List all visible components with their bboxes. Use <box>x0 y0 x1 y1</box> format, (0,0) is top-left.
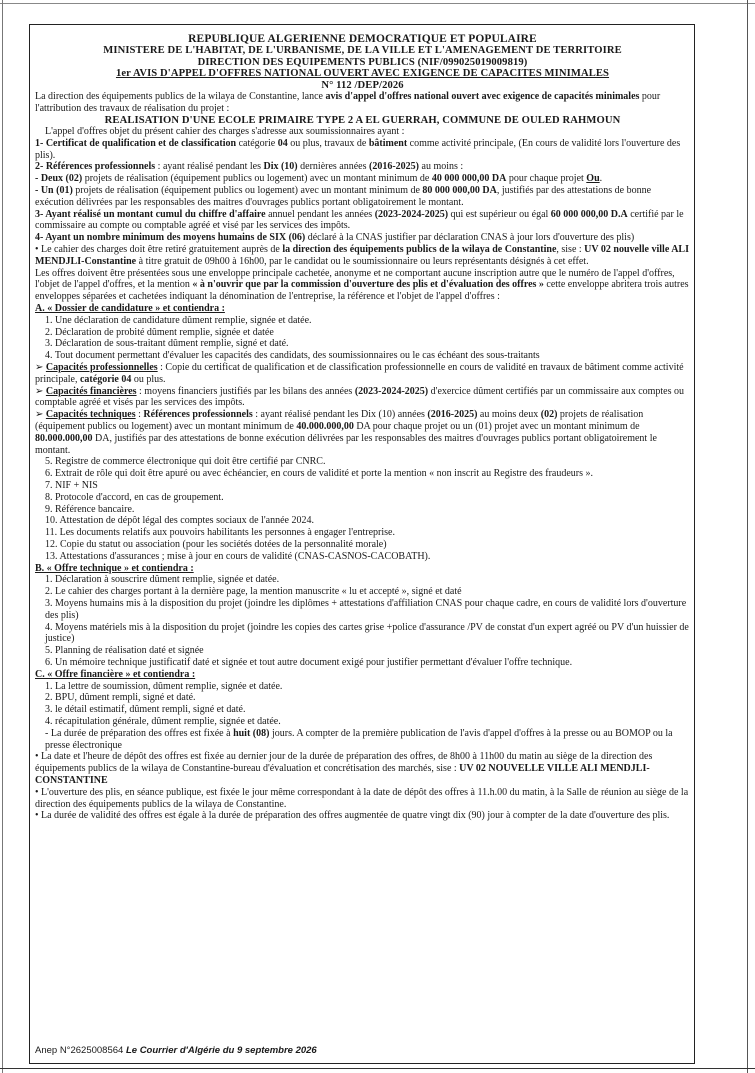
c2-deux-text: projets de réalisation (équipement publics ou logement) avec un montant minimum de <box>82 173 432 185</box>
criterion-3 <box>35 209 690 233</box>
header-republic: REPUBLIQUE ALGERIENNE DEMOCRATIQUE ET POPULAIRE <box>188 33 537 45</box>
c3-years: (2023-2024-2025) <box>374 208 449 220</box>
c2-label: 2- Références professionnels <box>35 161 156 173</box>
section-b-item-6: 6. Un mémoire technique justificatif daté et signée et tout autre document exigé pour justifier permettant d'évaluer l'offre technique. <box>45 656 573 668</box>
capacites-tech <box>35 409 690 456</box>
retrait-e: à titre gratuit de 09h00 à 16h00, par le candidat ou le soumissionnaire ou leurs représentants désignés à cet effet. <box>136 255 589 267</box>
arrow-icon: ➢ <box>35 409 46 421</box>
c3-text2: qui est supérieur ou égal <box>448 208 551 220</box>
offres-paragraph <box>35 268 690 303</box>
section-c-item-2: 2. BPU, dûment rempli, signé et daté. <box>45 692 196 704</box>
capacites-pro <box>35 362 690 386</box>
c3-label: 3- Ayant réalisé un montant cumul du <box>35 208 199 220</box>
retrait-b: la direction des équipements publics de la wilaya de Constantine <box>282 244 557 256</box>
section-a-item-6: 6. Extrait de rôle qui doit être apuré ou avec échéancier, en cours de validité et porte la mention « non inscrit au Registre des fraudeurs ». <box>45 468 594 480</box>
newspaper-name: Le Courrier d'Algérie du 9 septembre 2026 <box>125 1045 317 1056</box>
c1-text3: comme activité principale, (En cours de validité lors l'ouverture des plis). <box>35 137 681 161</box>
c2-dot: . <box>599 173 603 185</box>
section-a-item-12: 12. Copie du statut ou association (pour les sociétés dotées de la personnalité morale) <box>45 538 387 550</box>
ct-k: DA, justifiés par des attestations de bonne exécution délivrées par les responsables des maitres d'ouvrages publics portant obligatoirement le montant. <box>35 432 657 456</box>
c1-label: 1- Certificat de qualification et de classification <box>35 137 237 149</box>
publication-footer <box>35 1045 317 1056</box>
ct-c: : ayant réalisé pendant les Dix (10) années <box>252 409 428 421</box>
cp-end: ou plus. <box>131 373 166 385</box>
section-b-item-1: 1. Déclaration à souscrire dûment remplie, signée et datée. <box>45 574 280 586</box>
bottom-rule <box>0 1068 755 1069</box>
c2-text2: dernières années <box>297 161 369 173</box>
c2-years: (2016-2025) <box>369 161 419 173</box>
intro-paragraph <box>35 91 690 115</box>
page-top-rule <box>0 3 755 4</box>
ct-g: projets de réalisation (équipement publics ou logement) avec un montant minimum de <box>35 409 644 433</box>
section-a-item-5: 5. Registre de commerce électronique qui doit être certifié par CNRC. <box>45 456 326 468</box>
criterion-4 <box>35 232 690 244</box>
section-a-item-3: 3. Déclaration de sous-traitant dûment remplie, signé et daté. <box>45 338 289 350</box>
retrait-c: , sise : <box>556 244 585 256</box>
section-a-item-1: 1. Une déclaration de candidature dûment remplie, signée et datée. <box>45 314 312 326</box>
criterion-1 <box>35 138 690 162</box>
header-number: N° 112 /DEP/2026 <box>321 79 404 91</box>
section-b-title: B. « Offre technique » et contiendra : <box>35 562 194 574</box>
arrow-icon: ➢ <box>35 385 46 397</box>
section-a-item-9: 9. Référence bancaire. <box>45 503 135 515</box>
header-avis: 1er AVIS D'APPEL D'OFFRES NATIONAL OUVERT AVEC EXIGENCE DE CAPACITES MINIMALES <box>115 68 610 79</box>
c1-text: catégorie <box>236 137 278 149</box>
cp-title: Capacités professionnelles <box>45 362 158 374</box>
section-a-item-4: 4. Tout document permettant d'évaluer les capacités des candidats, des soumissionnaires ou le cas échéant des sous-traitants <box>45 350 540 362</box>
duree-validite: • La durée de validité des offres est égale à la durée de préparation des offres augmentée de quatre vingt dix (90) jour à compter de la date d'ouverture des plis. <box>35 810 670 822</box>
c2-text: : ayant réalisé pendant les <box>155 161 264 173</box>
arrow-icon: ➢ <box>35 362 46 374</box>
section-c-title: C. « Offre financière » et contiendra : <box>35 668 196 680</box>
project-title: REALISATION D'UNE ECOLE PRIMAIRE TYPE 2 A EL GUERRAH, COMMUNE DE OULED RAHMOUN <box>104 114 621 126</box>
c2-un-text: projets de réalisation (équipement publics ou logement) avec un montant minimum de <box>72 185 423 197</box>
section-a-title: A. « Dossier de candidature » et contiendra : <box>35 303 225 315</box>
c2-each: pour chaque projet <box>506 173 587 185</box>
offres-h: cette enveloppe abritera trois autres enveloppes séparées et cachetées indiquant la dénomination de l'entreprise, la référence et l'objet de l'appel d'offres : <box>35 279 689 303</box>
c2-dix: Dix (10) <box>263 161 298 173</box>
c2-un: - Un (01) <box>35 185 73 197</box>
c4-label: 4- Ayant un nombre minimum des moyens humains de <box>35 232 270 244</box>
intro-bold: avis d'appel d'offres national ouvert avec exigence de capacités minimales <box>325 91 640 102</box>
criterion-2 <box>35 161 690 173</box>
section-a-item-10: 10. Attestation de dépôt légal des comptes sociaux de l'année 2024. <box>45 515 314 527</box>
cf-years: (2023-2024-2025) <box>354 385 429 397</box>
ct-d: (2016-2025) <box>427 409 478 421</box>
intro-target: L'appel d'offres objet du présent cahier des charges s'adresse aux soumissionnaires ayant : <box>45 126 405 138</box>
ct-b: Références professionnels <box>143 409 253 421</box>
section-a-item-2: 2. Déclaration de probité dûment remplie, signée et datée <box>45 326 274 338</box>
ct-a: : <box>135 409 144 421</box>
section-a-item-7: 7. NIF + NIS <box>45 480 98 491</box>
cf-end: d'exercice dûment certifiés par un commissaire aux comptes ou comptable agréé et visés par les services des impôts. <box>35 385 685 409</box>
section-a-item-13: 13. Attestations d'assurances ; mise à jour en cours de validité (CNAS-CASNOS-CACOBATH). <box>45 550 431 562</box>
c1-text2: ou plus, travaux de <box>287 137 369 149</box>
cf-text: : moyens financiers justifiés par les bilans des années <box>136 385 355 397</box>
page-left-rule <box>2 0 3 1073</box>
retrait-a: • Le cahier des charges doit être retiré gratuitement auprès de <box>35 244 283 256</box>
depot-address: UV 02 NOUVELLE VILLE ALI MENDJLI-CONSTANTINE <box>35 763 650 786</box>
c2-amount2: 80 000 000,00 DA <box>422 185 497 197</box>
anep-number: Anep N°2625008564 <box>35 1045 126 1056</box>
section-b-item-5: 5. Planning de réalisation daté et signée <box>45 645 204 657</box>
ct-j: 80.000.000,00 <box>35 432 93 444</box>
duree-b: huit (08) <box>233 727 270 739</box>
retrait-address: UV 02 nouvelle ville ALI MENDJLI-Constantine <box>35 244 689 267</box>
c1-cat: 04 <box>277 137 288 149</box>
header-ministry: MINISTERE DE L'HABITAT, DE L'URBANISME, DE LA VILLE ET L'AMENAGEMENT DE TERRITOIRE <box>103 45 622 56</box>
ct-h: 40.000.000,00 <box>296 421 354 433</box>
section-c-item-1: 1. La lettre de soumission, dûment remplie, signée et datée. <box>45 680 283 692</box>
c1-batiment: bâtiment <box>368 137 408 149</box>
capacites-fin <box>35 386 690 410</box>
retrait-paragraph <box>35 244 690 268</box>
section-c-item-4: 4. récapitulation générale, dûment remplie, signée et datée. <box>45 715 281 727</box>
cp-cat: catégorie 04 <box>79 373 132 385</box>
intro-text-end: pour l'attribution des travaux de réalisation du projet : <box>35 91 661 114</box>
c2-ou: Ou <box>586 173 600 185</box>
c3-end: certifié par le commissaire au compte ou comptable agréé et visé par les services des impôts. <box>35 208 684 232</box>
header-direction: DIRECTION DES EQUIPEMENTS PUBLICS (NIF/099025019009819) <box>197 56 528 68</box>
criterion-2-deux <box>35 173 690 185</box>
c2-deux: - Deux (02) <box>35 173 83 185</box>
duree-c: jours. A compter de la première publication de l'avis d'appel d'offres à la presse ou au BOMOP ou la presse électronique <box>45 727 673 751</box>
notice-body <box>35 33 690 822</box>
section-c-item-3: 3. le détail estimatif, dûment rempli, signé et daté. <box>45 704 246 716</box>
c3-text: annuel pendant les années <box>265 208 375 220</box>
section-a-item-11: 11. Les documents relatifs aux pouvoirs habilitants les personnes à engager l'entreprise. <box>45 527 395 539</box>
intro-text: La direction des équipements publics de la wilaya de Constantine, lance <box>35 91 326 102</box>
depot-text: • La date et l'heure de dépôt des offres est fixée au dernier jour de la durée de préparation des offres, de 8h00 à 11h00 du matin au siège de la direction des équipements publics de la wilaya de Constantine-bureau d'évaluation et concrétisation des marchés, sise : <box>35 751 653 775</box>
ouverture-plis: • L'ouverture des plis, en séance publique, est fixée le jour même correspondant à la date de dépôt des offres à 11.h.00 du matin, à la Salle de réunion au siège de la direction des équipements publics de la wilaya de Constantine. <box>35 786 689 810</box>
duree-a: - La durée de préparation des offres est fixée à <box>45 727 234 739</box>
offres-mention: « à n'ouvrir que par la commission d'ouverture des plis et d'évaluation des offres » <box>192 279 544 291</box>
date-depot <box>35 751 690 786</box>
section-a-item-8: 8. Protocole d'accord, en cas de groupement. <box>45 491 224 503</box>
page-right-rule <box>747 0 748 1073</box>
c2-amount1: 40 000 000,00 DA <box>431 173 507 185</box>
ct-i: DA pour chaque projet ou un (01) projet avec un montant minimum de <box>353 421 640 433</box>
cf-title: Capacités financières <box>45 385 137 397</box>
ct-e: au moins deux <box>477 409 541 421</box>
duree-preparation <box>35 728 690 752</box>
ct-f: (02) <box>540 409 558 421</box>
c3-amount: 60 000 000,00 D.A <box>550 208 628 220</box>
c3-ca: chiffre d'affaire <box>198 208 266 220</box>
c2-un-end: , justifiés par des attestations de bonne exécution délivrées par les responsables des maitres d'ouvrages publics portant obligatoirement le montant. <box>35 185 652 208</box>
c4-end: déclaré à la CNAS justifier par déclaration CNAS à jour lors d'ouverture des plis) <box>305 232 635 244</box>
c4-six: SIX (06) <box>269 232 306 244</box>
ct-title: Capacités techniques <box>45 409 136 421</box>
criterion-2-un <box>35 185 690 209</box>
cp-text: : Copie du certificat de qualification et de classification professionnelle en cours de validité en travaux de bâtiment comme activité principale, <box>35 362 684 385</box>
section-b-item-3: 3. Moyens humains mis à la disposition du projet (joindre les diplômes + attestations d'affiliation CNAS pour chaque cadre, en cours de validité lors d'ouverture des plis) <box>45 597 687 621</box>
section-b-item-4: 4. Moyens matériels mis à la disposition du projet (joindre les copies des cartes grise +police d'assurance /PV de constat d'un expert agréé ou PV d'un huissier de justice) <box>45 621 689 645</box>
section-b-item-2: 2. Le cahier des charges portant à la dernière page, la mention manuscrite « lu et accepté », signé et daté <box>45 586 462 598</box>
c2-text3: au moins : <box>419 161 464 173</box>
offres-f: Les offres doivent être présentées sous une enveloppe principale cachetée, anonyme et ne comportant aucune inscription autre que le numéro de l'appel d'offres, l'objet de l'appel d'offres, et la mention <box>35 267 675 291</box>
